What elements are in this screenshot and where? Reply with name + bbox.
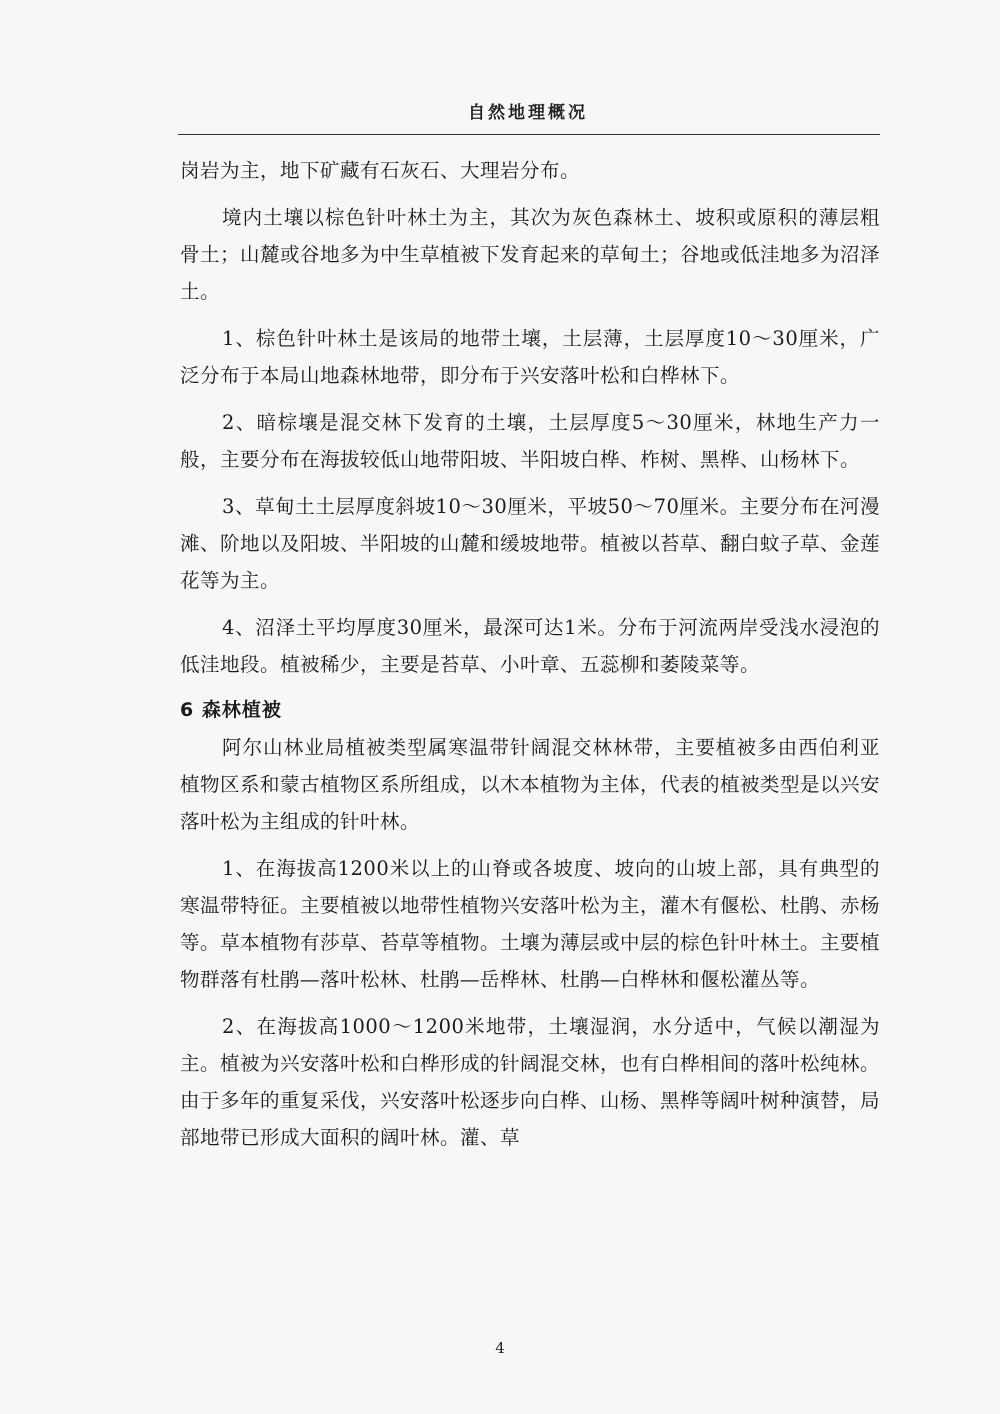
paragraph-soil-overview: 境内土壤以棕色针叶林土为主，其次为灰色森林土、坡积或原积的薄层粗骨土；山麓或谷地多为中生草植被下发育起来的草甸土；谷地或低洼地多为沼泽土。 xyxy=(180,206,881,303)
section-heading: 6 森林植被 xyxy=(180,699,282,721)
paragraph-continued: 岗岩为主，地下矿藏有石灰石、大理岩分布。 xyxy=(180,159,581,182)
paragraph-soil-1: 1、棕色针叶林土是该局的地带土壤，土层薄，土层厚度10～30厘米，广泛分布于本局山地森林地带，即分布于兴安落叶松和白桦林下。 xyxy=(180,327,880,387)
page-number: 4 xyxy=(495,1339,505,1357)
paragraph-vegetation-2: 2、在海拔高1000～1200米地带，土壤湿润，水分适中，气候以潮湿为主。植被为兴安落叶松和白桦形成的针阔混交林，也有白桦相间的落叶松纯林。由于多年的重复采伐，兴安落叶松逐步向白桦、山杨、黑桦等阔叶树种演替，局部地带已形成大面积的阔叶林。灌、草 xyxy=(180,1015,881,1149)
body-text xyxy=(180,152,880,1156)
paragraph-vegetation-1: 1、在海拔高1200米以上的山脊或各坡度、坡向的山坡上部，具有典型的寒温带特征。主要植被以地带性植物兴安落叶松为主，灌木有偃松、杜鹃、赤杨等。草本植物有莎草、苔草等植物。土壤为薄层或中层的棕色针叶林土。主要植物群落有杜鹃—落叶松林、杜鹃—岳桦林、杜鹃—白桦林和偃松灌丛等。 xyxy=(180,857,881,991)
paragraph-soil-2: 2、暗棕壤是混交林下发育的土壤，土层厚度5～30厘米，林地生产力一般，主要分布在海拔较低山地带阳坡、半阳坡白桦、柞树、黑桦、山杨林下。 xyxy=(180,411,880,471)
paragraph-soil-3: 3、草甸土土层厚度斜坡10～30厘米，平坡50～70厘米。主要分布在河漫滩、阶地以及阳坡、半阳坡的山麓和缓坡地带。植被以苔草、翻白蚊子草、金莲花等为主。 xyxy=(180,495,881,592)
paragraph-soil-4: 4、沼泽土平均厚度30厘米，最深可达1米。分布于河流两岸受浅水浸泡的低洼地段。植被稀少，主要是苔草、小叶章、五蕊柳和萎陵菜等。 xyxy=(180,616,880,676)
running-header: 自然地理概况 xyxy=(468,103,588,123)
paragraph-vegetation-overview: 阿尔山林业局植被类型属寒温带针阔混交林林带，主要植被多由西伯利亚植物区系和蒙古植物区系所组成，以木本植物为主体，代表的植被类型是以兴安落叶松为主组成的针叶林。 xyxy=(180,736,881,833)
header-rule xyxy=(178,134,880,135)
